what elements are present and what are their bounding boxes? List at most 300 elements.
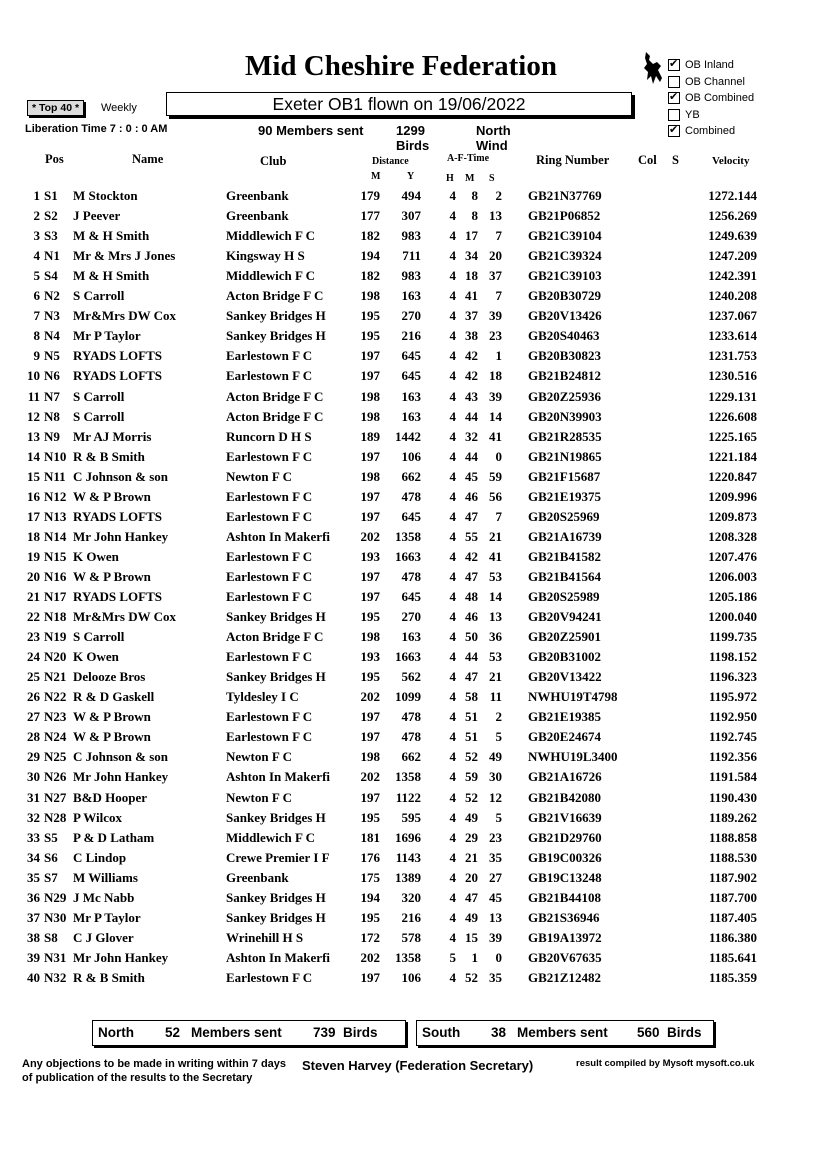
table-row [0,387,828,407]
velocity: 1221.184 [708,448,757,464]
time-seconds: 59 [489,468,502,484]
table-row [0,487,828,507]
distance-miles: 197 [360,448,380,464]
weekly-label: Weekly [101,102,137,114]
distance-miles: 202 [360,528,380,544]
time-minutes: 44 [465,649,478,665]
checkbox-yb[interactable]: YB [668,107,788,124]
time-seconds: 56 [489,488,502,504]
fancier-name: RYADS LOFTS [73,368,163,384]
checkbox-ob-channel[interactable]: OB Channel [668,74,788,91]
section-position: N25 [44,749,67,765]
section-position: N27 [44,789,67,805]
ring-number: GB19C00326 [528,849,602,865]
table-row [0,206,828,226]
ring-number: GB21B41582 [528,548,601,564]
header-distance-m: M [371,171,381,182]
section-position: N13 [44,508,67,524]
velocity: 1207.476 [708,548,757,564]
time-seconds: 5 [495,809,502,825]
time-seconds: 53 [489,568,502,584]
time-hours: 4 [449,188,456,203]
velocity: 1256.269 [708,208,757,224]
club-name: Earlestown F C [226,729,313,745]
section-position: S7 [44,869,58,885]
club-name: Newton F C [226,749,292,765]
time-minutes: 44 [465,448,478,464]
compiled-by: result compiled by Mysoft mysoft.co.uk [576,1058,755,1069]
header-hours: H [446,173,454,184]
table-row [0,547,828,567]
header-seconds: S [489,173,495,184]
velocity: 1190.430 [708,789,757,805]
club-name: Sankey Bridges H [226,909,326,925]
position: 7 [33,308,40,324]
checkbox-icon[interactable] [668,59,680,71]
time-minutes: 29 [465,829,478,845]
time-seconds: 12 [489,789,502,805]
ring-number: GB20B31002 [528,649,601,665]
distance-yards: 216 [401,328,421,344]
fancier-name: S Carroll [73,288,125,304]
fancier-name: Mr John Hankey [73,528,169,544]
distance-yards: 983 [401,268,421,284]
fancier-name: W & P Brown [73,709,151,725]
time-seconds: 5 [495,729,502,745]
distance-miles: 189 [360,428,380,444]
club-name: Earlestown F C [226,709,313,725]
club-name: Earlestown F C [226,348,313,364]
distance-yards: 478 [401,729,421,745]
time-minutes: 49 [465,809,478,825]
fancier-name: M Williams [73,869,138,885]
fancier-name: M & H Smith [73,228,150,244]
time-seconds: 20 [489,248,502,264]
section-position: S8 [44,929,58,945]
time-seconds: 27 [489,869,502,885]
section-position: S2 [44,208,58,224]
club-name: Sankey Bridges H [226,669,326,685]
ring-number: GB20S25989 [528,589,600,604]
time-minutes: 41 [465,288,478,304]
distance-yards: 1663 [395,649,421,665]
position: 22 [27,609,40,625]
position: 32 [27,809,40,825]
velocity: 1209.873 [708,508,757,524]
fancier-name: Mr&Mrs DW Cox [73,609,177,625]
position: 39 [27,949,40,965]
time-minutes: 48 [465,589,478,604]
time-minutes: 8 [471,208,478,224]
velocity: 1206.003 [708,568,757,584]
header-club: Club [260,154,287,168]
fancier-name: M Stockton [73,188,138,203]
time-hours: 4 [449,448,456,464]
fancier-name: S Carroll [73,388,125,404]
distance-miles: 195 [360,308,380,324]
table-row [0,447,828,467]
time-seconds: 0 [495,448,502,464]
header-col: Col [638,153,657,167]
distance-yards: 645 [401,348,421,364]
time-minutes: 42 [465,368,478,384]
section-position: N30 [44,909,67,925]
section-position: S4 [44,268,58,284]
table-row [0,366,828,386]
velocity: 1229.131 [708,388,757,404]
time-seconds: 39 [489,388,502,404]
table-row [0,567,828,587]
club-name: Earlestown F C [226,508,313,524]
section-position: S5 [44,829,58,845]
ring-number: GB21F15687 [528,468,601,484]
position: 40 [27,969,40,985]
table-row [0,346,828,366]
ring-number: GB21B44108 [528,889,601,905]
time-hours: 4 [449,248,456,264]
position: 16 [27,488,40,504]
position: 14 [27,448,40,464]
time-minutes: 15 [465,929,478,945]
table-row [0,848,828,868]
ring-number: GB20V67635 [528,949,602,965]
distance-yards: 578 [401,929,421,945]
position: 1 [33,188,40,203]
time-minutes: 1 [471,949,478,965]
time-minutes: 46 [465,609,478,625]
checkbox-ob-inland[interactable]: ✔ OB Inland [668,57,788,74]
club-name: Acton Bridge F C [226,408,324,424]
section-position: N31 [44,949,67,965]
birds-count: 1299 Birds [396,123,430,153]
ring-number: GB21B24812 [528,368,601,384]
fancier-name: W & P Brown [73,568,151,584]
header-name: Name [132,152,164,166]
table-row [0,226,828,246]
time-minutes: 47 [465,889,478,905]
table-row [0,627,828,647]
club-name: Greenbank [226,208,289,224]
position: 3 [33,228,40,244]
time-seconds: 14 [489,408,502,424]
distance-miles: 172 [360,929,380,945]
fancier-name: Mr & Mrs J Jones [73,248,176,264]
club-name: Ashton In Makerfi [226,769,331,785]
time-hours: 4 [449,789,456,805]
distance-miles: 202 [360,689,380,705]
fancier-name: RYADS LOFTS [73,589,163,604]
fancier-name: Mr&Mrs DW Cox [73,308,177,324]
time-hours: 4 [449,368,456,384]
time-minutes: 38 [465,328,478,344]
fancier-name: RYADS LOFTS [73,348,163,364]
time-hours: 4 [449,709,456,725]
time-seconds: 35 [489,969,502,985]
table-row [0,427,828,447]
time-minutes: 52 [465,969,478,985]
time-seconds: 41 [489,428,502,444]
table-row [0,186,828,206]
time-seconds: 21 [489,669,502,685]
club-name: Earlestown F C [226,589,313,604]
header-distance-y: Y [407,171,415,182]
position: 29 [27,749,40,765]
table-row [0,727,828,747]
club-name: Earlestown F C [226,448,313,464]
checkbox-icon[interactable] [668,125,680,137]
club-name: Tyldesley I C [226,689,299,705]
club-name: Ashton In Makerfi [226,528,331,544]
velocity: 1220.847 [708,468,757,484]
race-type-checkboxes [668,57,788,140]
position: 23 [27,629,40,645]
time-seconds: 21 [489,528,502,544]
club-name: Crewe Premier I F [226,849,330,865]
header-sex: S [672,153,679,167]
position: 2 [33,208,40,224]
club-name: Greenbank [226,869,289,885]
time-hours: 4 [449,468,456,484]
time-seconds: 49 [489,749,502,765]
velocity: 1200.040 [708,609,757,625]
distance-yards: 478 [401,488,421,504]
time-hours: 4 [449,408,456,424]
time-seconds: 7 [495,288,502,304]
ring-number: GB21D29760 [528,829,602,845]
section-position: N2 [44,288,60,304]
ring-number: GB20V13426 [528,308,602,324]
section-position: N7 [44,388,60,404]
distance-miles: 195 [360,328,380,344]
position: 35 [27,869,40,885]
section-position: N17 [44,589,67,604]
distance-yards: 494 [401,188,421,203]
table-row [0,828,828,848]
distance-miles: 175 [360,869,380,885]
velocity: 1187.902 [708,869,757,885]
velocity: 1186.380 [708,929,757,945]
time-seconds: 13 [489,208,502,224]
fancier-name: Mr AJ Morris [73,428,152,444]
members-sent: 90 Members sent [258,123,364,138]
ring-number: GB21P06852 [528,208,601,224]
fancier-name: R & B Smith [73,448,145,464]
distance-miles: 193 [360,548,380,564]
distance-yards: 662 [401,749,421,765]
velocity: 1240.208 [708,288,757,304]
club-name: Acton Bridge F C [226,288,324,304]
time-hours: 4 [449,548,456,564]
velocity: 1231.753 [708,348,757,364]
fancier-name: C Johnson & son [73,468,169,484]
section-position: N1 [44,248,60,264]
header-minutes: M [465,173,475,184]
ring-number: GB19C13248 [528,869,602,885]
distance-miles: 197 [360,368,380,384]
distance-yards: 645 [401,368,421,384]
ring-number: GB20B30729 [528,288,601,304]
time-hours: 4 [449,729,456,745]
time-hours: 4 [449,849,456,865]
club-name: Sankey Bridges H [226,328,326,344]
club-name: Earlestown F C [226,969,313,985]
time-minutes: 8 [471,188,478,203]
section-position: N23 [44,709,67,725]
checkbox-ob-combined[interactable]: ✔ OB Combined [668,90,788,107]
velocity: 1242.391 [708,268,757,284]
fancier-name: C Johnson & son [73,749,169,765]
ring-number: GB21R28535 [528,428,602,444]
table-row [0,467,828,487]
time-hours: 4 [449,629,456,645]
time-minutes: 47 [465,508,478,524]
time-seconds: 14 [489,589,502,604]
distance-miles: 197 [360,969,380,985]
table-row [0,928,828,948]
section-position: N32 [44,969,67,985]
distance-miles: 193 [360,649,380,665]
table-row [0,306,828,326]
distance-yards: 478 [401,568,421,584]
distance-miles: 198 [360,288,380,304]
fancier-name: C J Glover [73,929,134,945]
time-hours: 4 [449,328,456,344]
time-minutes: 51 [465,709,478,725]
distance-miles: 197 [360,709,380,725]
section-position: S6 [44,849,58,865]
table-row [0,266,828,286]
table-row [0,407,828,427]
time-minutes: 21 [465,849,478,865]
velocity: 1198.152 [708,649,757,665]
club-name: Earlestown F C [226,649,313,665]
table-row [0,908,828,928]
distance-miles: 176 [360,849,380,865]
time-hours: 4 [449,829,456,845]
ring-number: GB20V13422 [528,669,602,685]
distance-miles: 197 [360,348,380,364]
table-row [0,667,828,687]
section-position: N24 [44,729,67,745]
section-position: N14 [44,528,67,544]
ring-number: GB21E19385 [528,709,601,725]
section-position: N9 [44,428,60,444]
position: 33 [27,829,40,845]
time-seconds: 53 [489,649,502,665]
position: 28 [27,729,40,745]
time-hours: 4 [449,348,456,364]
table-row [0,326,828,346]
distance-yards: 270 [401,308,421,324]
distance-yards: 307 [401,208,421,224]
table-row [0,507,828,527]
ring-number: GB20Z25936 [528,388,601,404]
distance-miles: 198 [360,749,380,765]
section-position: N21 [44,669,67,685]
distance-yards: 983 [401,228,421,244]
fancier-name: Mr John Hankey [73,769,169,785]
fancier-name: Delooze Bros [73,669,146,685]
position: 9 [33,348,40,364]
distance-miles: 197 [360,568,380,584]
distance-yards: 711 [402,248,421,264]
ring-number: GB21C39104 [528,228,602,244]
time-minutes: 46 [465,488,478,504]
position: 30 [27,769,40,785]
fancier-name: S Carroll [73,629,125,645]
distance-yards: 1358 [395,949,421,965]
distance-yards: 595 [401,809,421,825]
time-hours: 4 [449,609,456,625]
position: 25 [27,669,40,685]
time-minutes: 20 [465,869,478,885]
position: 10 [27,368,40,384]
time-minutes: 52 [465,789,478,805]
table-row [0,647,828,667]
table-row [0,948,828,968]
position: 38 [27,929,40,945]
position: 12 [27,408,40,424]
table-row [0,888,828,908]
ring-number: GB19A13972 [528,929,602,945]
time-hours: 4 [449,508,456,524]
time-minutes: 55 [465,528,478,544]
time-hours: 4 [449,749,456,765]
checkbox-combined[interactable]: ✔ Combined [668,123,788,140]
position: 31 [27,789,40,805]
velocity: 1230.516 [708,368,757,384]
checkbox-icon[interactable] [668,92,680,104]
fancier-name: Mr P Taylor [73,909,141,925]
checkbox-icon[interactable] [668,109,680,121]
distance-miles: 197 [360,789,380,805]
checkbox-icon[interactable] [668,76,680,88]
ring-number: GB21E19375 [528,488,601,504]
page-title: Mid Cheshire Federation [245,50,557,82]
distance-yards: 562 [401,669,421,685]
distance-miles: 198 [360,388,380,404]
time-minutes: 42 [465,548,478,564]
north-summary: North 52 Members sent 739 Birds [92,1020,406,1046]
club-name: Middlewich F C [226,829,316,845]
velocity: 1196.323 [708,669,757,685]
position: 6 [33,288,40,304]
velocity: 1272.144 [708,188,757,203]
time-hours: 4 [449,228,456,244]
ring-number: GB21C39103 [528,268,602,284]
distance-yards: 645 [401,508,421,524]
club-name: Runcorn D H S [226,428,312,444]
race-title: Exeter OB1 flown on 19/06/2022 [166,92,632,116]
distance-miles: 202 [360,949,380,965]
fancier-name: R & B Smith [73,969,145,985]
velocity: 1192.745 [708,729,757,745]
time-minutes: 58 [465,689,478,705]
distance-miles: 195 [360,669,380,685]
time-hours: 4 [449,268,456,284]
velocity: 1192.356 [708,749,757,765]
distance-miles: 194 [360,889,380,905]
header-distance: Distance [372,156,409,167]
ring-number: GB21S36946 [528,909,600,925]
section-position: N18 [44,609,67,625]
fancier-name: RYADS LOFTS [73,508,163,524]
velocity: 1249.639 [708,228,757,244]
time-seconds: 2 [495,188,502,203]
time-seconds: 7 [495,508,502,524]
ring-number: GB20Z25901 [528,629,601,645]
header-velocity: Velocity [712,155,750,167]
